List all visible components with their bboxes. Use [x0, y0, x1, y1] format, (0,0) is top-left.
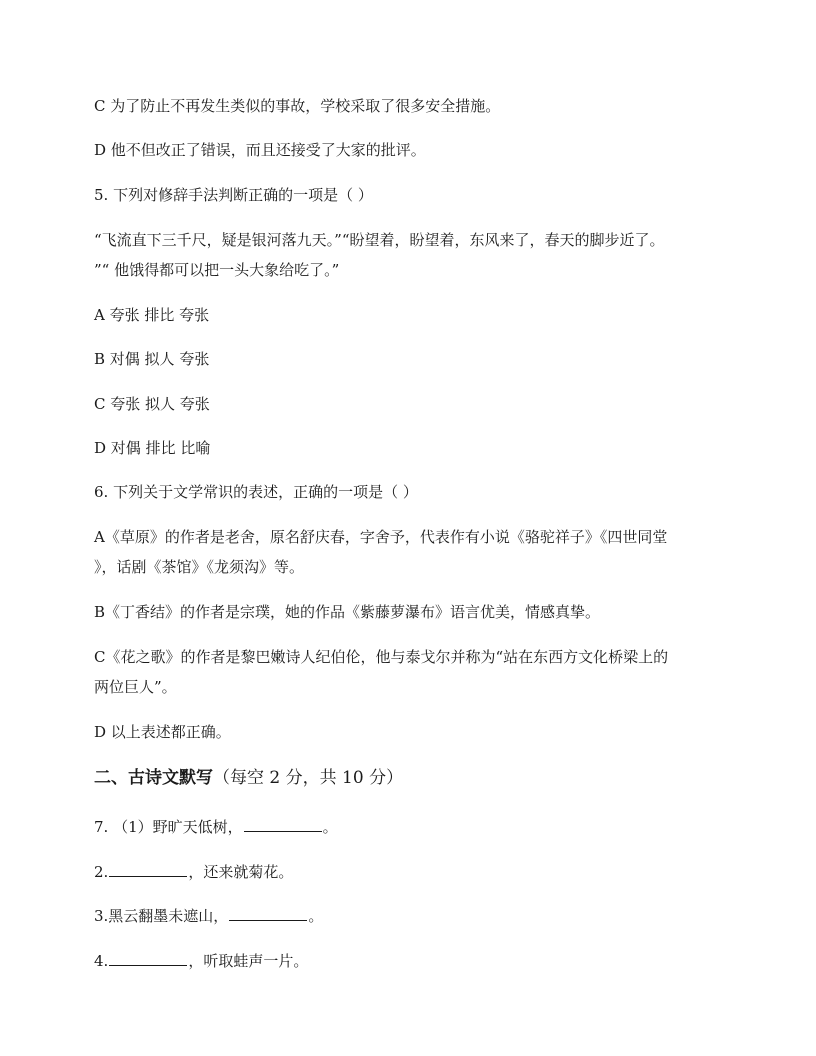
q7-item-1-blank[interactable] [244, 817, 322, 832]
q7-item-3-prefix: 3.黑云翻墨未遮山， [94, 907, 229, 925]
q7-item-4-suffix: ，听取蛙声一片。 [188, 952, 309, 970]
q5-option-a: A 夸张 排比 夸张 [94, 306, 210, 324]
q5-quote-line-1: “飞流直下三千尺，疑是银河落九天。”“盼望着，盼望着，东风来了，春天的脚步近了。 [94, 231, 665, 249]
q4-option-c: C 为了防止不再发生类似的事故，学校采取了很多安全措施。 [94, 97, 501, 115]
q6-option-b: B《丁香结》的作者是宗璞，她的作品《紫藤萝瀑布》语言优美，情感真挚。 [94, 603, 601, 621]
q6-option-d: D 以上表述都正确。 [94, 723, 231, 741]
q7-item-3-blank[interactable] [229, 906, 307, 921]
q7-item-2-blank[interactable] [109, 862, 187, 877]
q7-item-3-suffix: 。 [308, 907, 324, 925]
q5-option-c: C 夸张 拟人 夸张 [94, 395, 210, 413]
q7-item-1 [94, 812, 734, 842]
section-2-title: 二、古诗文默写 [94, 768, 213, 788]
q7-item-4-prefix: 4. [94, 952, 109, 970]
q6-option-c-line-2: 两位巨人”。 [94, 678, 177, 696]
q6-stem: 6. 下列关于文学常识的表述，正确的一项是（ ） [94, 483, 418, 501]
section-2-heading [94, 763, 734, 793]
q6-option-c-line-1: C《花之歌》的作者是黎巴嫩诗人纪伯伦，他与泰戈尔并称为“站在东西方文化桥梁上的 [94, 648, 669, 666]
q5-stem: 5. 下列对修辞手法判断正确的一项是（ ） [94, 186, 373, 204]
q7-item-1-prefix: 7. （1）野旷天低树， [94, 818, 243, 836]
q7-item-4 [94, 946, 734, 976]
q5-option-d: D 对偶 排比 比喻 [94, 439, 211, 457]
section-2-score-note: （每空 2 分，共 10 分） [213, 768, 404, 788]
q6-option-a-line-2: 》，话剧《茶馆》《龙须沟》等。 [94, 558, 305, 576]
q7-item-1-suffix: 。 [322, 818, 338, 836]
q7-item-3 [94, 901, 734, 931]
q4-option-d: D 他不但改正了错误，而且还接受了大家的批评。 [94, 141, 426, 159]
q6-option-a-line-1: A《草原》的作者是老舍，原名舒庆春，字舍予，代表作有小说《骆驼祥子》《四世同堂 [94, 528, 668, 546]
q5-option-b: B 对偶 拟人 夸张 [94, 350, 210, 368]
q7-item-2-suffix: ，还来就菊花。 [188, 863, 294, 881]
q7-item-2-prefix: 2. [94, 863, 109, 881]
q7-item-4-blank[interactable] [109, 951, 187, 966]
q7-item-2 [94, 857, 734, 887]
q5-quote-line-2: ”“ 他饿得都可以把一头大象给吃了。” [94, 261, 340, 279]
